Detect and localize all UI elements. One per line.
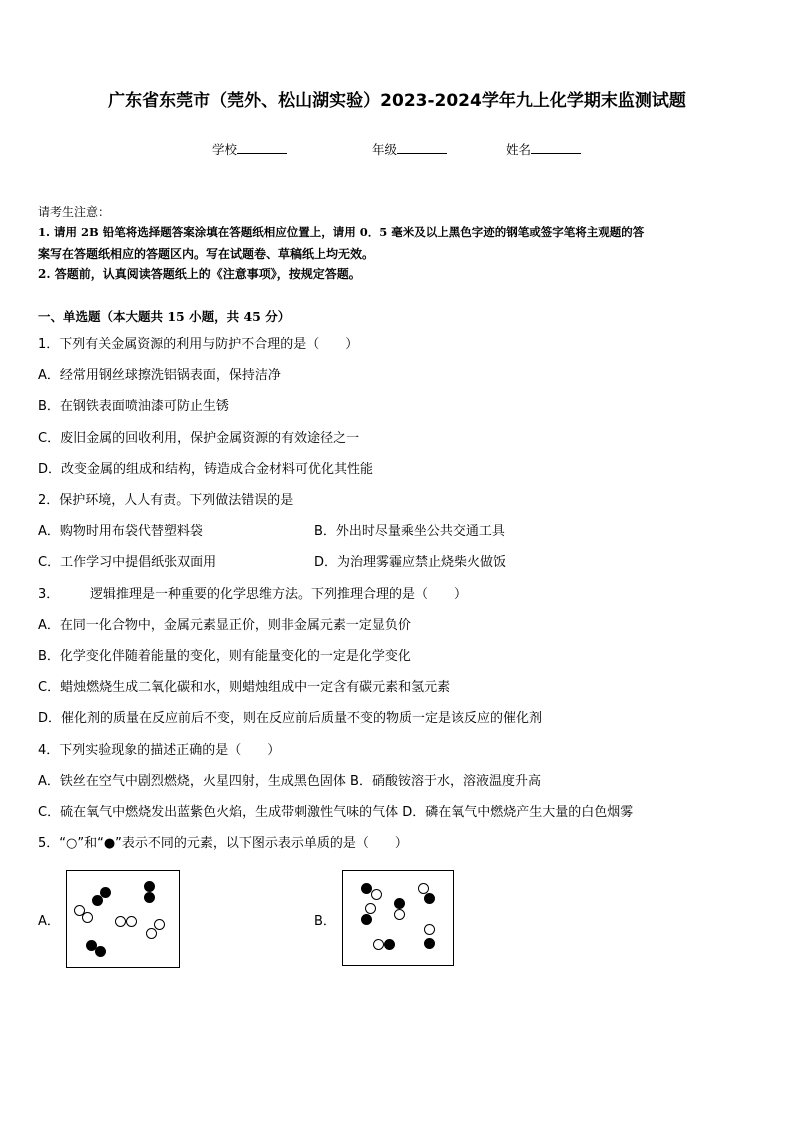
grade-field[interactable] [372, 140, 447, 158]
black-atom [361, 914, 372, 925]
grade-label: 年级 [372, 142, 398, 157]
q2-option-c[interactable]: C．工作学习中提倡纸张双面用 [38, 555, 217, 570]
school-field[interactable] [212, 140, 287, 158]
q1-option-b[interactable]: B．在钢铁表面喷油漆可防止生锈 [38, 399, 229, 414]
school-blank[interactable] [237, 141, 287, 154]
white-atom [424, 924, 435, 935]
q1-option-a[interactable]: A．经常用钢丝球擦洗铝锅表面，保持洁净 [38, 368, 281, 383]
q4-options-cd[interactable]: C．硫在氧气中燃烧发出蓝紫色火焰，生成带刺激性气味的气体 D．磷在氧气中燃烧产生大量的白色烟雾 [38, 805, 634, 820]
white-atom [373, 939, 384, 950]
white-atom [365, 903, 376, 914]
black-atom [144, 892, 155, 903]
black-atom [384, 939, 395, 950]
q3-number: 3． [38, 587, 60, 602]
black-atom [100, 887, 111, 898]
q5-stem: 5．“○”和“●”表示不同的元素，以下图示表示单质的是（ ） [38, 836, 408, 851]
white-atom [394, 909, 405, 920]
q1-option-c[interactable]: C．废旧金属的回收利用，保护金属资源的有效途径之一 [38, 431, 360, 446]
q5-diagram-a[interactable] [66, 870, 180, 968]
name-label: 姓名 [506, 142, 532, 157]
q1-stem: 1．下列有关金属资源的利用与防护不合理的是（ ） [38, 337, 359, 352]
q3-option-c[interactable]: C．蜡烛燃烧生成二氧化碳和水，则蜡烛组成中一定含有碳元素和氢元素 [38, 680, 451, 695]
q4-options-ab[interactable]: A．铁丝在空气中剧烈燃烧，火星四射，生成黑色固体 B．硝酸铵溶于水，溶液温度升高 [38, 774, 541, 789]
notice-line-2: 2. 答题前，认真阅读答题纸上的《注意事项》，按规定答题。 [38, 267, 361, 281]
school-label: 学校 [212, 142, 238, 157]
section-heading: 一、单选题（本大题共 15 小题，共 45 分） [38, 309, 291, 324]
q5-option-b-label[interactable]: B． [314, 914, 336, 929]
q3-option-a[interactable]: A．在同一化合物中，金属元素显正价，则非金属元素一定显负价 [38, 618, 411, 633]
q3-option-d[interactable]: D．催化剂的质量在反应前后不变，则在反应前后质量不变的物质一定是该反应的催化剂 [38, 711, 543, 726]
notice-line-1a: 1. 请用 2B 铅笔将选择题答案涂填在答题纸相应位置上，请用 0．5 毫米及以上黑色字迹的钢笔或签字笔将主观题的答 [38, 225, 645, 239]
page-title: 广东省东莞市（莞外、松山湖实验）2023-2024学年九上化学期末监测试题 [108, 91, 686, 111]
white-atom [371, 889, 382, 900]
black-atom [424, 893, 435, 904]
white-atom [115, 916, 126, 927]
q2-stem: 2．保护环境，人人有责。下列做法错误的是 [38, 493, 294, 508]
white-atom [82, 912, 93, 923]
white-atom [126, 916, 137, 927]
black-atom [394, 898, 405, 909]
q2-option-a[interactable]: A．购物时用布袋代替塑料袋 [38, 524, 203, 539]
name-blank[interactable] [531, 141, 581, 154]
grade-blank[interactable] [397, 141, 447, 154]
q5-diagram-b[interactable] [342, 870, 454, 966]
q4-stem: 4．下列实验现象的描述正确的是（ ） [38, 743, 281, 758]
notice-heading: 请考生注意： [38, 205, 111, 219]
notice-line-1b: 案写在答题纸相应的答题区内。写在试题卷、草稿纸上均无效。 [38, 247, 375, 261]
q5-option-a-label[interactable]: A． [38, 914, 60, 929]
black-atom [95, 946, 106, 957]
q2-option-b[interactable]: B．外出时尽量乘坐公共交通工具 [314, 524, 505, 539]
q3-option-b[interactable]: B．化学变化伴随着能量的变化，则有能量变化的一定是化学变化 [38, 649, 411, 664]
name-field[interactable] [506, 140, 581, 158]
white-atom [154, 919, 165, 930]
q2-option-d[interactable]: D．为治理雾霾应禁止烧柴火做饭 [314, 555, 507, 570]
black-atom [424, 938, 435, 949]
white-atom [146, 928, 157, 939]
q1-option-d[interactable]: D．改变金属的组成和结构，铸造成合金材料可优化其性能 [38, 462, 374, 477]
black-atom [144, 881, 155, 892]
q3-stem: 逻辑推理是一种重要的化学思维方法。下列推理合理的是（ ） [90, 587, 468, 602]
